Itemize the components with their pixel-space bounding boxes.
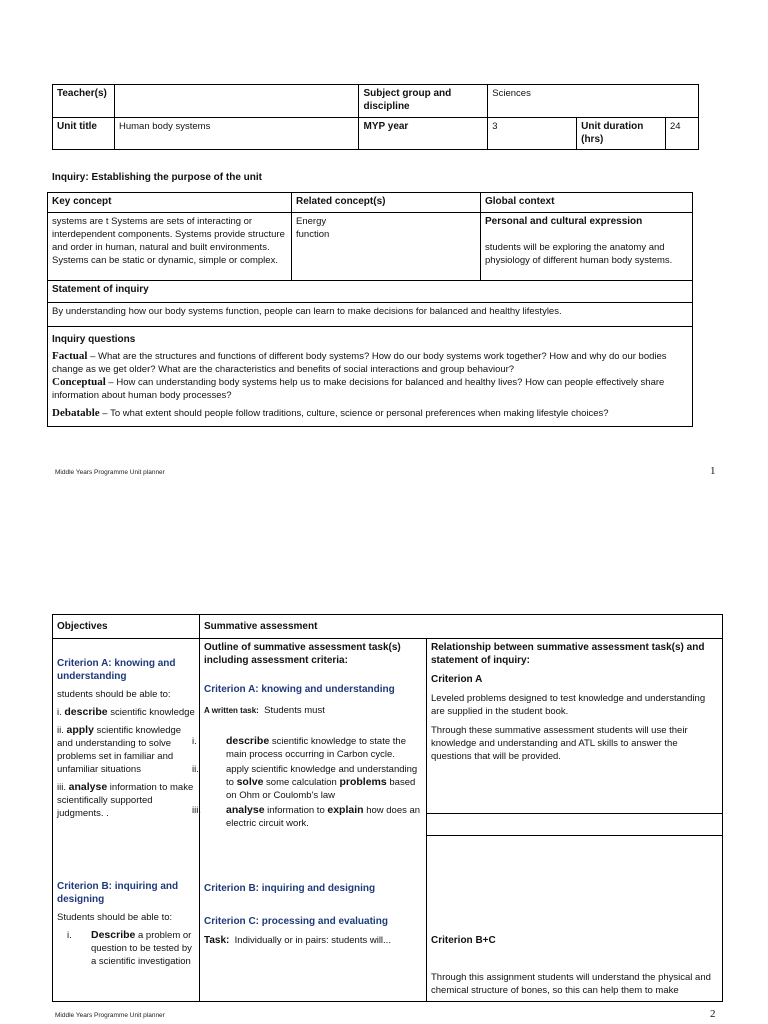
- right-text-3: Through this assignment students will understand the physical and chemical structure of bones, so this can help them to make: [431, 972, 711, 996]
- objectives-cell: [53, 639, 200, 1002]
- criterion-b-item: i. Describe a problem or question to be tested by a scientific investigation: [67, 929, 192, 967]
- conceptual-text: – How can understanding body systems help us to make decisions for balanced and healthy lives? How can people effectively share information about human body processes?: [52, 377, 665, 401]
- factual-label: Factual: [52, 350, 88, 362]
- criterion-a-item: ii. apply scientific knowledge and understanding to solve problems set in familiar and unfamiliar situations: [57, 724, 182, 775]
- page-1-footer: Middle Years Programme Unit planner: [55, 469, 165, 476]
- conceptual-label: Conceptual: [52, 376, 106, 388]
- relationship-label: Relationship between summative assessment task(s) and statement of inquiry:: [431, 642, 705, 666]
- criterion-b-intro: Students should be able to:: [57, 912, 173, 923]
- mid-item: ii. apply scientific knowledge and understanding to solve some calculation problems based on Ohm or Coulomb's law: [192, 764, 418, 801]
- summative-label: Summative assessment: [200, 615, 723, 639]
- task-label: Task:: [204, 935, 230, 946]
- empty-cell: [427, 814, 723, 836]
- right-criterion-bc: Criterion B+C: [431, 935, 496, 946]
- statement-text: By understanding how our body systems function, people can learn to make decisions for balanced and healthy lifestyles.: [48, 303, 693, 327]
- mid-criterion-c-title: Criterion C: processing and evaluating: [204, 916, 388, 927]
- unit-title-value: Human body systems: [114, 118, 359, 150]
- page-2-footer: Middle Years Programme Unit planner: [55, 1012, 165, 1019]
- objectives-label: Objectives: [53, 615, 200, 639]
- unit-duration-value: 24: [666, 118, 699, 150]
- mid-criterion-a-title: Criterion A: knowing and understanding: [204, 684, 395, 695]
- mid-item: i. describe scientific knowledge to state the main process occurring in Carbon cycle.: [192, 735, 406, 760]
- mid-item: iii. analyse information to explain how does an electric circuit work.: [192, 804, 421, 829]
- right-text-2: Through these summative assessment students will use their knowledge and understanding and ATL skills to answer the questions that will be provided.: [431, 725, 688, 762]
- myp-year-value: 3: [488, 118, 577, 150]
- unit-duration-label: Unit duration (hrs): [577, 118, 666, 150]
- relationship-cell: [427, 639, 723, 814]
- criterion-a-item: iii. analyse information to make scientifically supported judgments. .: [57, 781, 194, 819]
- related-concepts-label: Related concept(s): [292, 193, 481, 213]
- subject-label: Subject group and discipline: [359, 85, 488, 118]
- global-context-text: students will be exploring the anatomy and physiology of different human body systems.: [485, 242, 673, 266]
- subject-value: Sciences: [488, 85, 699, 118]
- written-task: A written task: Students must: [204, 705, 325, 716]
- criterion-bc-cell: [427, 836, 723, 1002]
- debatable-label: Debatable: [52, 407, 100, 419]
- objectives-table: [52, 614, 723, 1002]
- inquiry-questions-label: Inquiry questions: [52, 334, 136, 345]
- statement-label: Statement of inquiry: [48, 281, 693, 303]
- right-criterion-a: Criterion A: [431, 674, 483, 685]
- key-concept-label: Key concept: [48, 193, 292, 213]
- debatable-text: – To what extent should people follow traditions, culture, science or personal preferences when making lifestyle choices?: [99, 408, 609, 419]
- global-context-label: Global context: [481, 193, 693, 213]
- key-concept-text: systems are t Systems are sets of interacting or interdependent components. Systems provide structure and order in human, natural and built environments. Systems can be static or dynamic, simple or complex.: [48, 213, 292, 281]
- task-line: Task: Individually or in pairs: students will...: [204, 935, 391, 946]
- related-concept-item: Energy: [296, 216, 327, 227]
- criterion-a-item: i. describe scientific knowledge: [57, 706, 195, 718]
- myp-year-label: MYP year: [359, 118, 488, 150]
- written-task-label: A written task:: [204, 706, 259, 715]
- page-2-number: 2: [710, 1008, 716, 1020]
- criterion-b-title: Criterion B: inquiring and designing: [57, 881, 179, 905]
- global-context-title: Personal and cultural expression: [485, 216, 643, 227]
- teacher-label: Teacher(s): [53, 85, 115, 118]
- outline-label: Outline of summative assessment task(s) including assessment criteria:: [204, 642, 401, 666]
- unit-title-label: Unit title: [53, 118, 115, 150]
- criterion-a-intro: students should be able to:: [57, 689, 171, 700]
- factual-text: – What are the structures and functions of different body systems? How do our body systems work together? How and why do our bodies change as we get older? What are the characteristics and benefits of social interactions and group behaviour?: [52, 351, 667, 375]
- inquiry-title: Inquiry: Establishing the purpose of the unit: [52, 172, 262, 183]
- page-1-number: 1: [710, 465, 716, 477]
- right-text-1: Leveled problems designed to test knowledge and understanding are supplied in the student book.: [431, 693, 706, 717]
- related-concept-item: function: [296, 229, 330, 240]
- mid-criterion-b-title: Criterion B: inquiring and designing: [204, 883, 376, 894]
- criterion-a-title: Criterion A: knowing and understanding: [57, 658, 176, 682]
- outline-cell: [192, 639, 427, 1002]
